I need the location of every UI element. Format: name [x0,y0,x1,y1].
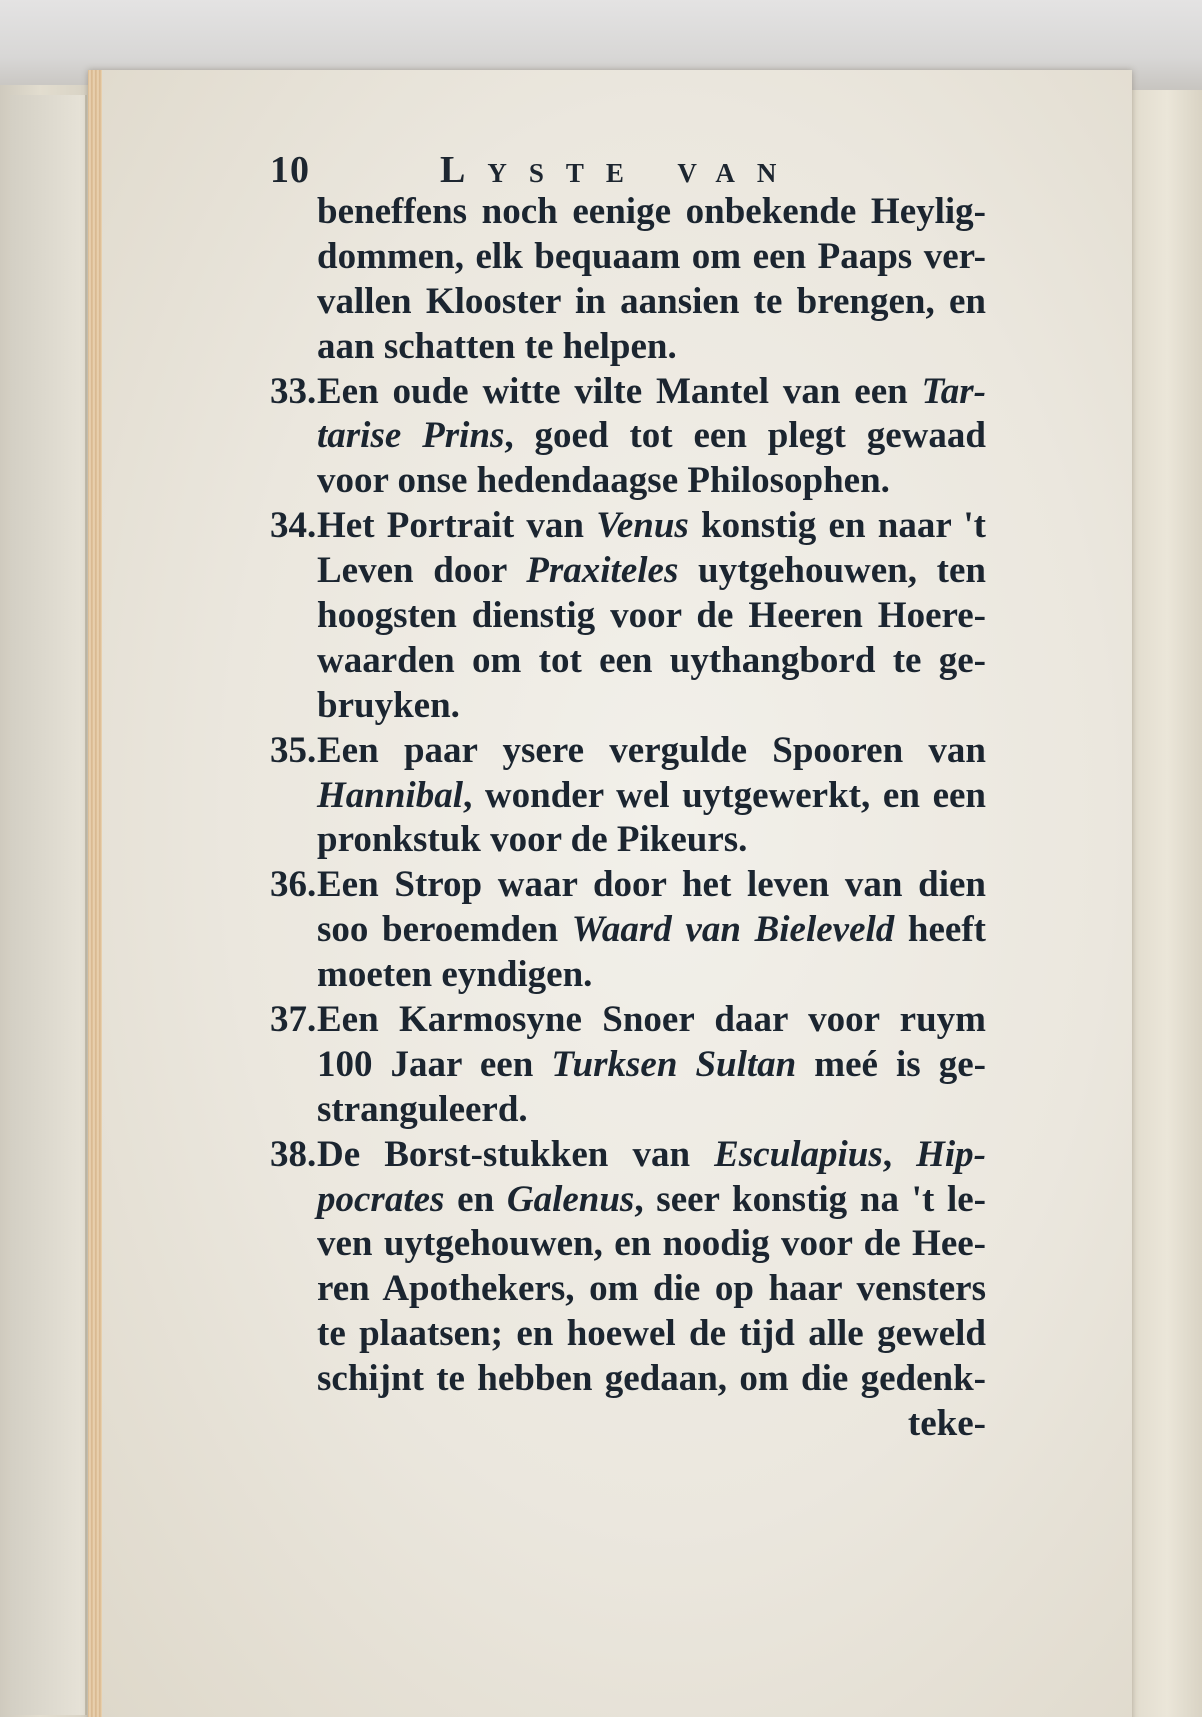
item-text: en [444,1178,507,1220]
item-text: Een oude witte vilte Mantel van een [317,370,922,412]
running-head: Lyste van [440,149,799,191]
previous-page-leaf [10,95,87,1715]
list-item-33 [270,370,986,415]
item-text: , goed tot een plegt gewaad [504,415,986,457]
item-text: meé is ge- [796,1043,986,1085]
item-number: 36. [270,864,317,906]
text-line: pronkstuk voor de Pikeurs. [317,819,748,861]
item-number: 34. [270,505,317,547]
text-line: stranguleerd. [317,1088,528,1130]
list-item-36 [270,863,986,908]
item-text: Het Portrait van [317,505,597,547]
text-line [270,908,986,953]
item-italic-text: Venus [596,505,689,547]
item-text: , wonder wel uytgewerkt, en een [463,774,986,816]
item-italic-text: Hip- [916,1133,986,1175]
text-line [270,1043,986,1088]
page-text [270,190,986,1447]
item-italic-text: Galenus [506,1178,635,1220]
list-item-38 [270,1133,986,1178]
text-line: ren Apothekers, om die op haar vensters [317,1268,986,1310]
text-line: aan schatten te helpen. [317,325,677,367]
text-line [270,774,986,819]
item-text: Een Strop waar door het leven van dien [317,864,986,906]
item-text: Leven door [317,550,527,592]
list-item-35 [270,729,986,774]
item-text: heeft [894,909,986,951]
item-italic-text: Tar- [921,370,986,412]
item-number: 38. [270,1133,317,1175]
item-text: uytgehouwen, ten [678,550,986,592]
item-text: Een paar ysere vergulde Spooren van [317,729,986,771]
text-line: waarden om tot een uythangbord te ge- [317,639,986,681]
item-italic-text: tarise Prins [317,415,505,457]
item-number: 35. [270,729,317,771]
previous-page-edge [0,85,101,1717]
item-text: , seer konstig na 't le- [634,1178,986,1220]
text-line: schijnt te hebben gedaan, om die gedenk- [317,1358,986,1400]
text-line: dommen, elk bequaam om een Paaps ver- [317,235,986,277]
item-italic-text: Waard van Bieleveld [571,909,895,951]
text-line [270,1178,986,1223]
item-number: 33. [270,370,317,412]
item-text: , [882,1133,917,1175]
item-text: 100 Jaar een [317,1043,552,1085]
item-text: De Borst-stukken van [317,1133,715,1175]
text-line: beneffens noch eenige onbekende Heylig- [317,191,986,232]
item-italic-text: Turksen Sultan [551,1043,797,1085]
page-fore-edge [88,70,102,1717]
catchword: teke- [907,1403,986,1445]
text-line [270,414,986,459]
item-italic-text: pocrates [317,1178,445,1220]
item-italic-text: Praxiteles [526,550,679,592]
list-item-37 [270,998,986,1043]
text-line: voor onse hedendaagse Philosophen. [317,460,890,502]
item-number: 37. [270,999,317,1041]
item-italic-text: Esculapius [714,1133,883,1175]
item-text: Een Karmosyne Snoer daar voor ruym [317,999,986,1041]
text-line: ven uytgehouwen, en noodig voor de Hee- [317,1223,986,1265]
text-line [270,549,986,594]
text-line: bruyken. [317,684,460,726]
item-text: konstig en naar 't [688,505,986,547]
page-number: 10 [270,149,310,191]
item-text: soo beroemden [317,909,572,951]
item-italic-text: Hannibal [317,774,463,816]
text-line: moeten eyndigen. [317,954,593,996]
text-line: vallen Klooster in aansien te brengen, en [317,280,986,322]
list-item-34 [270,504,986,549]
text-line: te plaatsen; en hoewel de tijd alle geweld [317,1313,986,1355]
text-line: hoogsten dienstig voor de Heeren Hoere- [317,595,986,637]
